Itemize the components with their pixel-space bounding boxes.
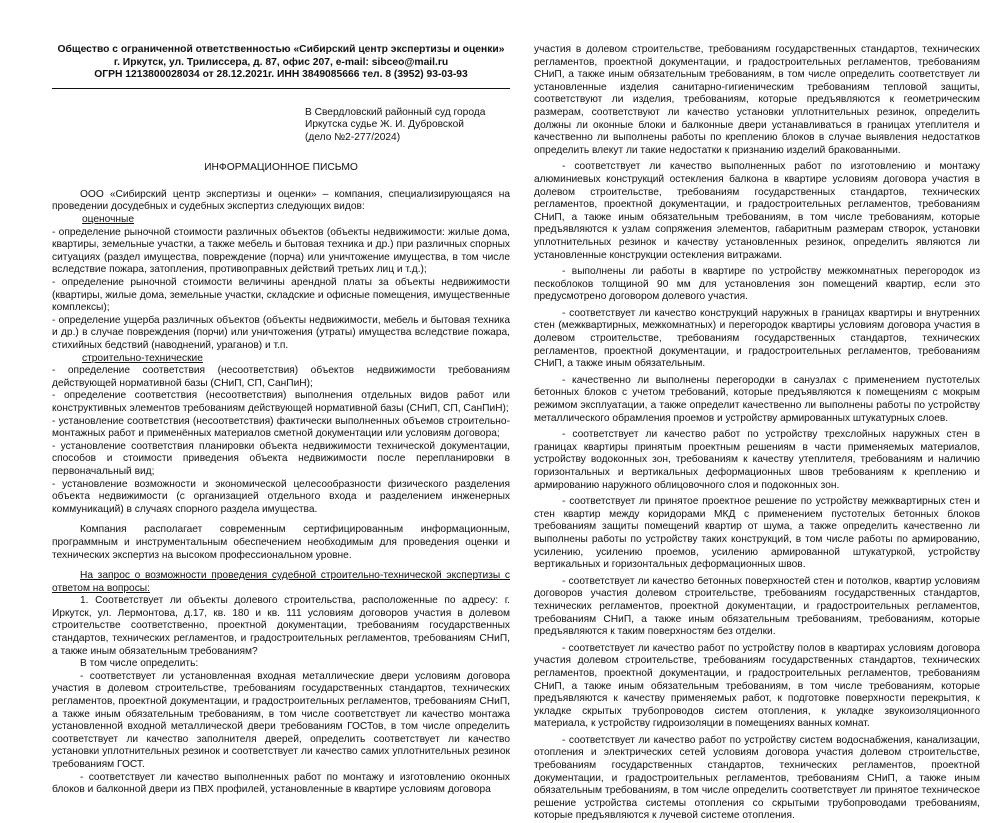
list-item: - определение ущерба различных объектов (объекты недвижимости, мебель и бытовая техника и др.) в случае повреждения (порчи) или уничтожения (утраты) имущества вследствие пожара, стихийных бедствий (наводнений, ураганов) и т.п. [52, 314, 510, 351]
list-item: - соответствует ли качество работ по устройству трехслойных наружных стен в границах квартиры принятым проектным решениям в части применяемых материалов, устройству водоконных зон, требованиям к качеству утеплителя, требованиям и наличию горизонтальных и вертикальных деформационных швов требованиям к креплению и армированию наружного облицовочного слоя и подоконных зон. [534, 429, 980, 491]
list-item: - соответствует ли качество работ по устройству полов в квартирах условиям договора участия долевом строительстве, требованиям государственных стандартов, технических регламентов, проектной документации, и градостроительных регламентов, требованиям СНиП, а также иным обязательным требованиям, в том числе требованиям, которые предъявляются к качеству применяемых работ, к подготовке поверхности перекрытия, к укладке скрытых трубопроводов систем отопления, к укладке звукоизоляционного материала, к устройству гидроизоляции в помещениях ванных комнат. [534, 642, 980, 730]
list-item: - соответствует ли принятое проектное решение по устройству межквартирных стен и стен квартир между коридорами МКД с применением пустотелых бетонных блоков требованиям защиты помещений квартир от шума, а также определить качественно ли выполнены работы по устройству таких конструкций, в том числе работы по армированию, усилению, усилению проемов, усилению армированной штукатуркой, устройству вертикальных и горизонтальных деформационных швов. [534, 496, 980, 571]
left-column [52, 44, 510, 797]
letter-title: ИНФОРМАЦИОННОЕ ПИСЬМО [204, 162, 358, 174]
section-heading: строительно-технические [82, 352, 203, 364]
company-paragraph: Компания располагает современным сертифицированным информационным, программным и инструментальным обеспечением необходимым для проведения оценки и технических экспертиз на высоком профессиональном уровне. [52, 524, 510, 561]
list-item: - установление соответствия планировки объекта недвижимости технической документации, способов и стоимости приведения объекта недвижимости после перепланировки в первоначальный вид; [52, 440, 510, 477]
intro-paragraph: ООО «Сибирский центр экспертизы и оценки» – компания, специализирующаяся на проведении досудебных и судебных экспертиз следующих видов: [52, 188, 510, 213]
company-address: г. Иркутск, ул. Трилиссера, д. 87, офис 207, e-mail: sibceo@mail.ru [113, 56, 449, 68]
paragraph: В том числе определить: [80, 658, 199, 670]
list-item: - выполнены ли работы в квартире по устройству межкомнатных перегородок из пескоблоков толщиной 90 мм для установления зон помещений квартир, если это предусмотрено договором долевого участия. [534, 266, 980, 303]
list-item: - определение соответствия (несоответствия) выполнения отдельных видов работ или конструктивных элементов требованиям действующей нормативной базы (СНиП, СП, СанПиН); [52, 390, 510, 414]
list-item: - установление соответствия (несоответствия) фактически выполненных объемов строительно-монтажных работ и применённых материалов сметной документации или условиям договора; [52, 415, 510, 440]
addressee-line: Иркутска судье Ж. И. Дубровской [305, 119, 464, 131]
section-heading: оценочные [82, 214, 135, 226]
list-item: - качественно ли выполнены перегородки в санузлах с применением пустотелых бетонных блоков с учетом требований, которые предъявляются к помещениям с мокрым режимом эксплуатации, а также определит качественно ли выполнены работы по устройству металлического обрамления проемов и устройству армированных штукатурных слоев. [534, 374, 980, 424]
list-item: - соответствует ли качество конструкций наружных в границах квартиры и внутренних стен (межквартирных, межкомнатных) и перегородок квартиры условиям договора участия в долевом строительстве, требованиям государственных стандартов, технических регламентов, проектной документации, и градостроительных регламентов, требованиям СНиП, а также иным обязательным. [534, 307, 980, 370]
list-item: - соответствует ли установленная входная металлические двери условиям договора участия в долевом строительстве, требованиям государственных стандартов, технических регламентов, проектной документации, и градостроительных регламентов, требованиям СНиП, а также иным обязательным требованиям, в том числе соответствует ли качество монтажа установленной входной металлической двери требованиям ГОСТов, в том числе определить соответствует ли качество заполнителя дверей, определить соответствует ли качество установки уплотнительных резинок и соответствует ли качество самих уплотнительных резинок требованиям ГОСТ. [52, 670, 510, 770]
paragraph: участия в долевом строительстве, требованиям государственных стандартов, технических регламентов, проектной документации, и градостроительных регламентов, требованиям СНиП, а также иным обязательным требованиям, в том числе определить соответствует ли установленные изделия санитарно-гигиеническим требованиям тепловой защиты, соответствуют ли изделия, требованиям, которые предъявляются к геометрическим размерам, соответствуют ли качество установки уплотнительных резинок, определить должны ли оконные блоки и балконные двери устанавливаться в границах утеплителя и качественно ли выполнены работы по креплению блоков в случае выявления недостатков определить влекут ли такие недостатки к признанию изделий бракованными. [534, 44, 980, 156]
case-number: (дело №2-277/2024) [305, 131, 401, 143]
list-item: - соответствует ли качество выполненных работ по изготовлению и монтажу алюминиевых конструкций остекления балкона в квартире условиям договора участия в долевом строительстве, требованиям государственных стандартов, технических регламентов, проектной документации, и градостроительных регламентов, требованиям СНиП, а также иным обязательным требованиям, в том числе требованиям, которые предъявляются к узлам сопряжения элементов, габаритным размерам створок, установки уплотнительных резинок и качеству установленных резинок, определить являются ли установленные конструкции остекления витражами. [534, 161, 980, 261]
list-item: - определение рыночной стоимости различных объектов (объекты недвижимости: жилые дома, квартиры, земельные участки, а также мебель и бытовая техника и др.) при различных спорных ситуациях (раздел имущества, повреждение (порча) или уничтожение имущества, в том числе вследствие пожара, затопления, противоправных действий третьих лиц и т.д.); [52, 226, 510, 276]
right-column [534, 44, 980, 822]
list-item: - соответствует ли качество выполненных работ по монтажу и изготовлению оконных блоков и балконной двери из ПВХ профилей, установленные в квартире условиям договора [52, 771, 510, 796]
list-item: - определение рыночной стоимости величины арендной платы за объекты недвижимости (квартиры, жилые дома, земельные участки, складские и офисные помещения, имущественные комплексы); [52, 277, 510, 314]
list-item: - определение соответствия (несоответствия) объектов недвижимости требованиям действующей нормативной базы (СНиП, СП, СанПиН); [52, 365, 510, 389]
request-paragraph: На запрос о возможности проведения судебной строительно-технической экспертизы с ответом на вопросы: [52, 570, 510, 594]
list-item: - соответствует ли качество бетонных поверхностей стен и потолков, квартир условиям договоров участия долевом строительстве, требованиям государственных стандартов, технических регламентов, проектной документации, и градостроительных регламентов, требованиям СНиП, а также иным обязательным требованиям, требованиям, которые предъявляются к таким поверхностям без отделки. [534, 575, 980, 638]
header-divider [52, 88, 510, 89]
company-registration: ОГРН 1213800028034 от 28.12.2021г. ИНН 3849085666 тел. 8 (3952) 93-03-93 [94, 69, 468, 80]
addressee-line: В Свердловский районный суд города [305, 106, 486, 118]
letterhead [52, 44, 510, 82]
list-item: - установление возможности и экономической целесообразности физического разделения объекта недвижимости (с организацией отдельного входа и разделением инженерных коммуникаций) в случаях спорного раздела имущества. [52, 478, 510, 515]
company-name: Общество с ограниченной ответственностью «Сибирский центр экспертизы и оценки» [57, 44, 505, 55]
question-paragraph: 1. Соответствует ли объекты долевого строительства, расположенные по адресу: г. Иркутск, ул. Лермонтова, д.17, кв. 180 и кв. 111 условиям договоров участия в долевом строительстве соответственно, проектной документации, требованиям государственных стандартов, технических регламентов, и градостроительных регламентов, требованиям СНиП, а также иным обязательным требованиям? [52, 595, 510, 657]
list-item: - соответствует ли качество работ по устройству систем водоснабжения, канализации, отопления и электрических сетей условиям договора участия долевом строительстве, требованиям государственных стандартов, технических регламентов, проектной документации, и градостроительных регламентов, требованиям СНиП, а также иным обязательным требованиям, в том числе определить соответствует ли принятое техническое решение устройства системы отопления со скрытыми трубопроводами требованиям, которые предъявляются к лучевой системе отопления. [534, 734, 980, 822]
addressee-block [305, 107, 510, 145]
